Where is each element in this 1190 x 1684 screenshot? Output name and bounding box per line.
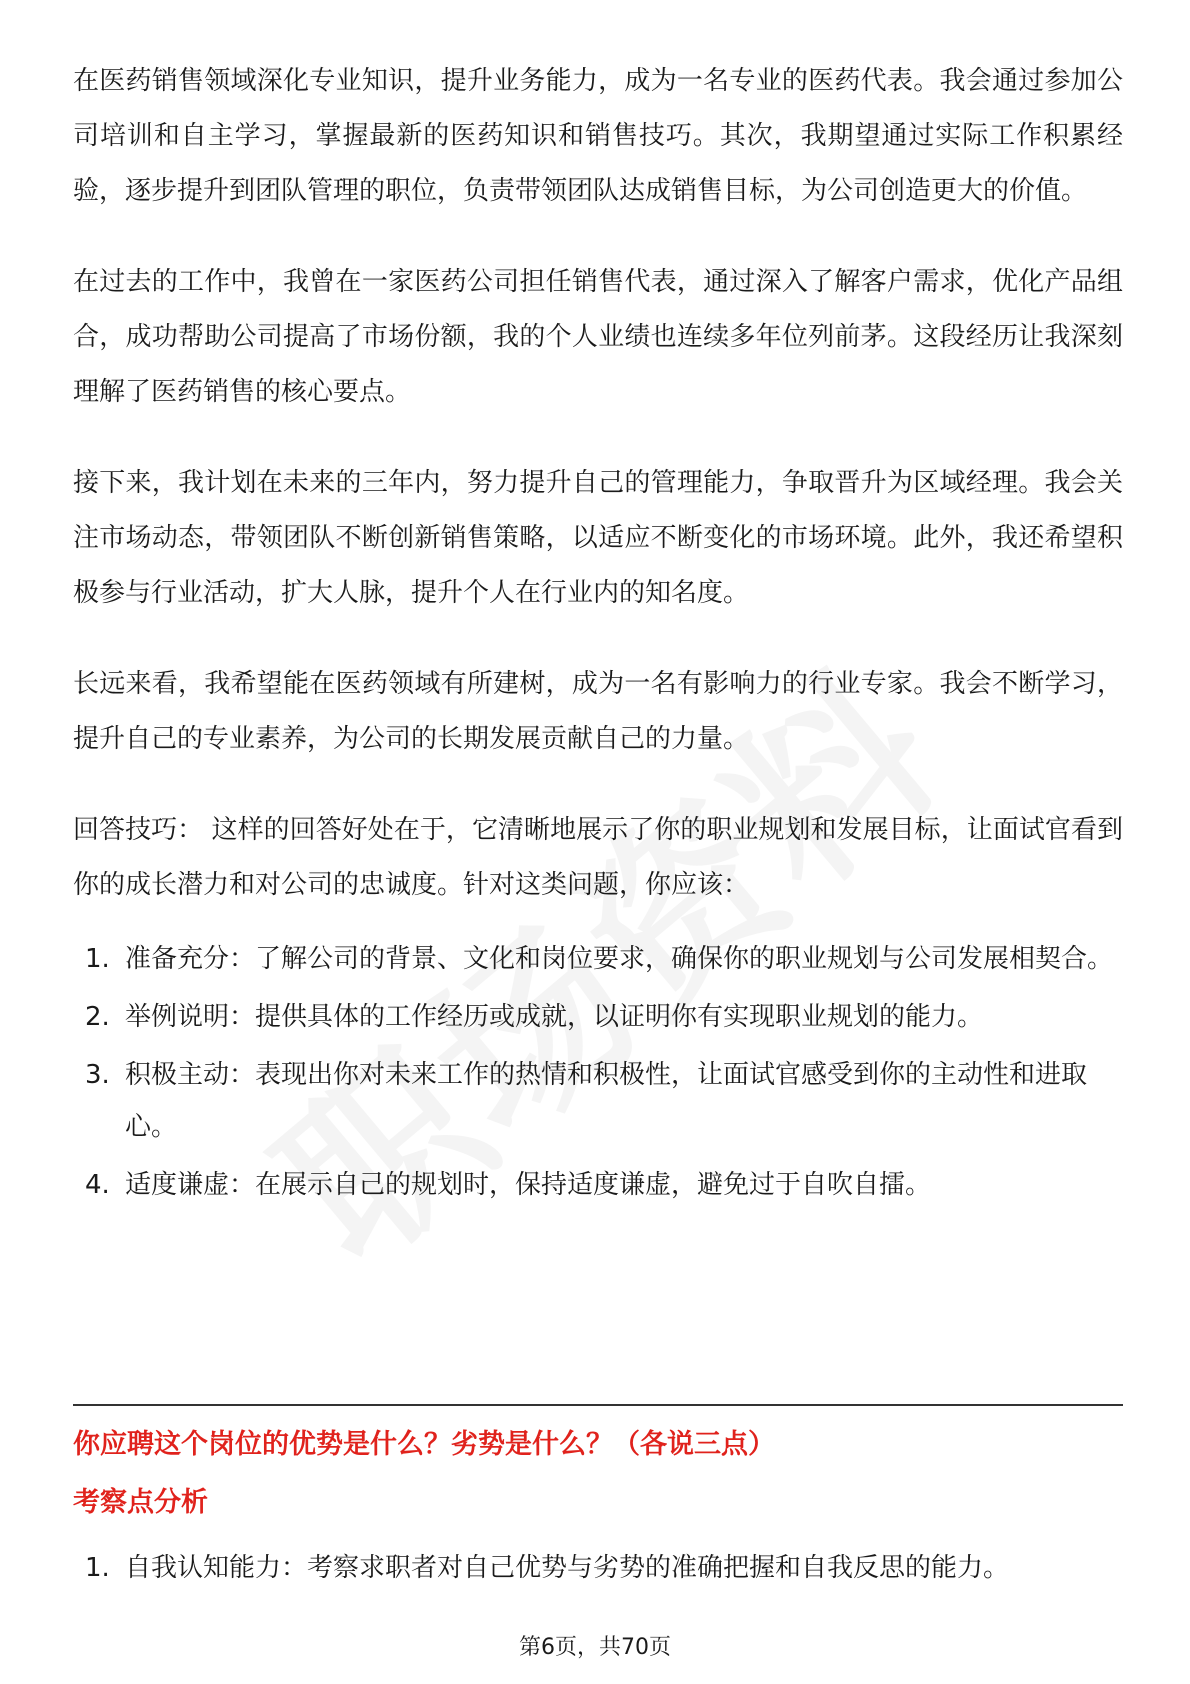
paragraph: 接下来，我计划在未来的三年内，努力提升自己的管理能力，争取晋升为区域经理。我会关注市场动态，带领团队不断创新销售策略，以适应不断变化的市场环境。此外，我还希望积极参与行业活动，扩大人脉，提升个人在行业内的知名度。 [73, 468, 1123, 608]
answer-body [73, 54, 1123, 1217]
list-number: 4. [85, 1170, 110, 1200]
list-item [73, 991, 1123, 1043]
list-text: 积极主动：表现出你对未来工作的热情和积极性，让面试官感受到你的主动性和进取心。 [125, 1060, 1088, 1142]
list-item [73, 933, 1123, 985]
list-text: 准备充分：了解公司的背景、文化和岗位要求，确保你的职业规划与公司发展相契合。 [125, 944, 1114, 974]
section-divider [73, 1404, 1123, 1406]
list-item [73, 1542, 1123, 1594]
list-item [73, 1049, 1123, 1153]
answer-tips: 回答技巧： 这样的回答好处在于，它清晰地展示了你的职业规划和发展目标，让面试官看到你的成长潜力和对公司的忠诚度。针对这类问题，你应该： [73, 815, 1123, 900]
tips-list [73, 933, 1123, 1211]
list-text: 举例说明：提供具体的工作经历或成就，以证明你有实现职业规划的能力。 [125, 1002, 984, 1032]
paragraph: 在医药销售领域深化专业知识，提升业务能力，成为一名专业的医药代表。我会通过参加公司培训和自主学习，掌握最新的医药知识和销售技巧。其次，我期望通过实际工作积累经验，逐步提升到团队管理的职位，负责带领团队达成销售目标，为公司创造更大的价值。 [73, 66, 1123, 206]
list-number: 1. [85, 1553, 110, 1583]
list-number: 1. [85, 944, 110, 974]
list-text: 自我认知能力：考察求职者对自己优势与劣势的准确把握和自我反思的能力。 [125, 1553, 1010, 1583]
paragraph: 在过去的工作中，我曾在一家医药公司担任销售代表，通过深入了解客户需求，优化产品组合，成功帮助公司提高了市场份额，我的个人业绩也连续多年位列前茅。这段经历让我深刻理解了医药销售的核心要点。 [73, 267, 1123, 407]
question-title: 你应聘这个岗位的优势是什么？劣势是什么？（各说三点） [73, 1429, 775, 1460]
list-number: 3. [85, 1060, 110, 1090]
list-number: 2. [85, 1002, 110, 1032]
page-number: 第6页，共70页 [519, 1635, 671, 1660]
paragraph: 长远来看，我希望能在医药领域有所建树，成为一名有影响力的行业专家。我会不断学习，提升自己的专业素养，为公司的长期发展贡献自己的力量。 [73, 669, 1123, 754]
list-item [73, 1159, 1123, 1211]
list-text: 适度谦虚：在展示自己的规划时，保持适度谦虚，避免过于自吹自擂。 [125, 1170, 932, 1200]
analysis-list [73, 1542, 1123, 1600]
analysis-heading: 考察点分析 [73, 1487, 208, 1518]
